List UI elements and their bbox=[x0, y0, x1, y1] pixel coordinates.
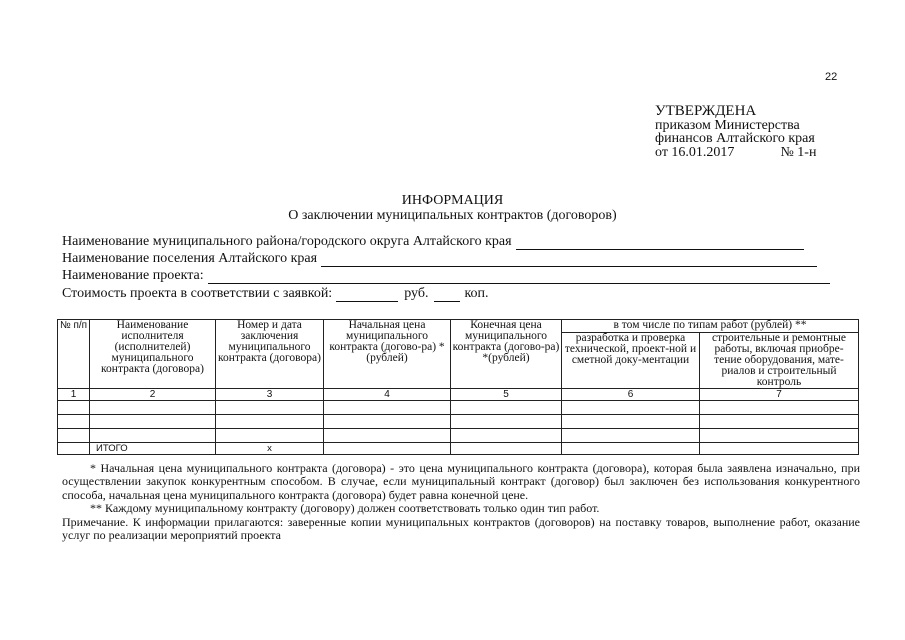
col-number: 2 bbox=[90, 389, 216, 401]
table-cell[interactable] bbox=[562, 443, 700, 455]
header-design: разработка и проверка технической, проект-ной и сметной доку-ментации bbox=[562, 333, 700, 389]
table-cell[interactable] bbox=[451, 401, 562, 415]
table-cell[interactable] bbox=[90, 415, 216, 429]
settlement-label: Наименование поселения Алтайского края bbox=[62, 251, 318, 266]
remark: Примечание. К информации прилагаются: заверенные копии муниципальных контрактов (договоров) на поставку товаров, выполнение работ, оказание услуг по реализации мероприятий проекта bbox=[62, 514, 860, 543]
project-blank[interactable] bbox=[208, 272, 830, 284]
col-number: 5 bbox=[451, 389, 562, 401]
document-title bbox=[0, 193, 905, 223]
cost-kop-label: коп. bbox=[464, 286, 489, 301]
approval-line-3: финансов Алтайского края bbox=[655, 131, 815, 146]
table-cell[interactable] bbox=[451, 429, 562, 443]
title-subtitle: О заключении муниципальных контрактов (договоров) bbox=[288, 208, 617, 223]
table-cell[interactable] bbox=[700, 401, 859, 415]
table-cell[interactable] bbox=[216, 401, 324, 415]
table-cell[interactable] bbox=[700, 429, 859, 443]
table-row bbox=[58, 429, 859, 443]
title-heading: ИНФОРМАЦИЯ bbox=[401, 193, 504, 208]
approval-date: от 16.01.2017 bbox=[655, 144, 735, 160]
footnote-2: ** Каждому муниципальному контракту (договору) должен соответствовать только один тип работ. bbox=[90, 501, 600, 516]
district-field bbox=[62, 234, 804, 250]
table-cell bbox=[58, 443, 90, 455]
settlement-blank[interactable] bbox=[321, 255, 817, 267]
table-cell[interactable] bbox=[451, 443, 562, 455]
table-cell[interactable] bbox=[700, 415, 859, 429]
table-cell[interactable] bbox=[700, 443, 859, 455]
table-cell[interactable] bbox=[324, 443, 451, 455]
col-number: 6 bbox=[562, 389, 700, 401]
table-row bbox=[58, 401, 859, 415]
district-blank[interactable] bbox=[516, 238, 804, 250]
approval-stamp bbox=[655, 105, 816, 159]
total-mark: х bbox=[216, 443, 324, 455]
total-label: ИТОГО bbox=[90, 443, 216, 455]
approval-line-2: приказом Министерства bbox=[655, 117, 800, 133]
table-cell[interactable] bbox=[324, 415, 451, 429]
table-cell[interactable] bbox=[90, 429, 216, 443]
table-cell[interactable] bbox=[324, 401, 451, 415]
project-label: Наименование проекта: bbox=[62, 268, 204, 283]
settlement-field bbox=[62, 251, 817, 267]
header-executor: Наименование исполнителя (исполнителей) муниципального контракта (договора) bbox=[90, 320, 216, 389]
table-cell[interactable] bbox=[451, 415, 562, 429]
table-cell[interactable] bbox=[324, 429, 451, 443]
header-work-types: в том числе по типам работ (рублей) ** bbox=[562, 320, 859, 333]
table-cell[interactable] bbox=[58, 415, 90, 429]
table-cell[interactable] bbox=[216, 415, 324, 429]
table-row bbox=[58, 415, 859, 429]
header-final-price: Конечная цена муниципального контракта (догово-ра) *(рублей) bbox=[451, 320, 562, 389]
table-cell[interactable] bbox=[58, 401, 90, 415]
header-initial-price: Начальная цена муниципального контракта (догово-ра) *(рублей) bbox=[324, 320, 451, 389]
table-cell[interactable] bbox=[562, 401, 700, 415]
approval-title: УТВЕРЖДЕНА bbox=[655, 103, 757, 119]
col-number: 3 bbox=[216, 389, 324, 401]
footnote-1: * Начальная цена муниципального контракта (договора) - это цена муниципального контракта (договора), которая была заявлена изначально, при осуществлении закупок конкурентным способом. В случае, если муниципальный контракт (договор) был заключен без использования конкурентного способа, начальная цена муниципального контракта (договора) будет равна конечной цене. bbox=[62, 461, 860, 502]
header-construction: строительные и ремонтные работы, включая приобре-тение оборудования, мате-риалов и строительный контроль bbox=[700, 333, 859, 389]
approval-number: № 1-н bbox=[780, 144, 817, 160]
project-field bbox=[62, 268, 830, 284]
col-number: 4 bbox=[324, 389, 451, 401]
cost-kop-blank[interactable] bbox=[434, 290, 460, 302]
header-no: № п/п bbox=[58, 320, 90, 389]
cost-field bbox=[62, 286, 489, 302]
cost-rub-blank[interactable] bbox=[336, 290, 398, 302]
page-number: 22 bbox=[825, 71, 838, 83]
column-number-row bbox=[58, 389, 859, 401]
table-cell[interactable] bbox=[216, 429, 324, 443]
table-cell[interactable] bbox=[562, 429, 700, 443]
header-contract: Номер и дата заключения муниципального контракта (договора) bbox=[216, 320, 324, 389]
table-cell[interactable] bbox=[58, 429, 90, 443]
district-label: Наименование муниципального района/городского округа Алтайского края bbox=[62, 234, 512, 249]
col-number: 7 bbox=[700, 389, 859, 401]
total-row bbox=[58, 443, 859, 455]
col-number: 1 bbox=[58, 389, 90, 401]
approval-date-row bbox=[655, 146, 816, 160]
contracts-table bbox=[57, 319, 859, 455]
footnotes bbox=[62, 462, 860, 542]
cost-rub-label: руб. bbox=[404, 286, 429, 301]
table-cell[interactable] bbox=[562, 415, 700, 429]
table-cell[interactable] bbox=[90, 401, 216, 415]
cost-label: Стоимость проекта в соответствии с заявкой: bbox=[62, 286, 333, 301]
